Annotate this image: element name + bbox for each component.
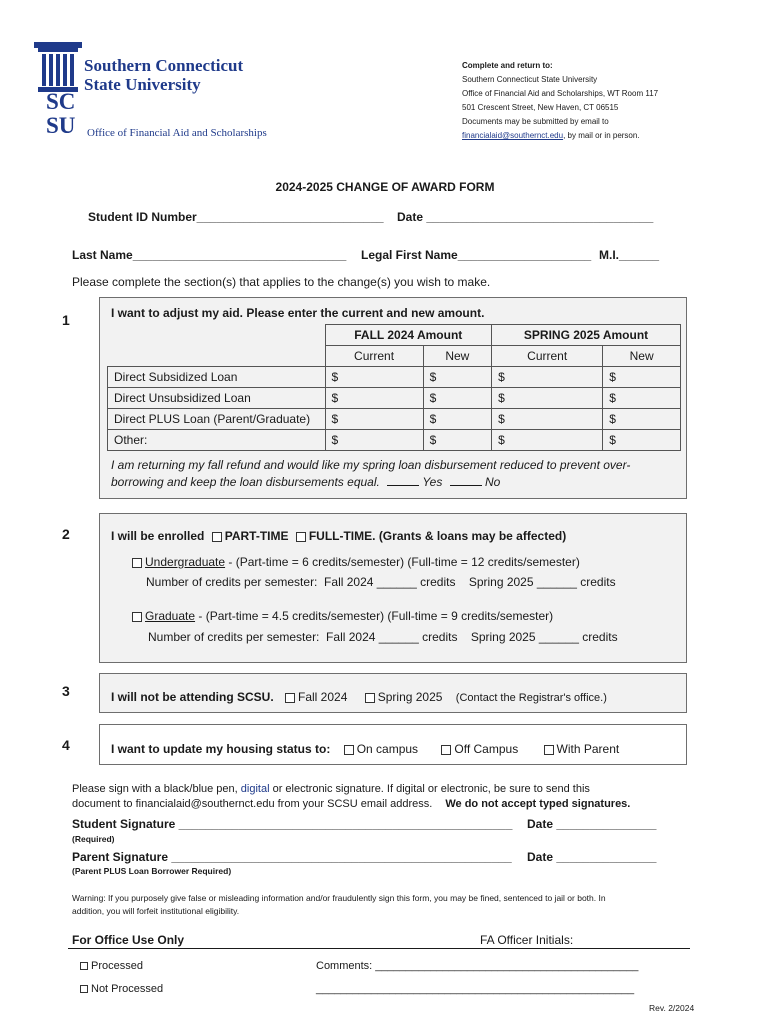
section-number-1: 1 — [62, 312, 70, 328]
full-time-checkbox[interactable] — [296, 532, 306, 542]
refund-text-2 — [111, 475, 500, 489]
grad-label: Graduate — [145, 609, 196, 623]
not-processed-label: Not Processed — [91, 983, 164, 995]
column-icon — [34, 42, 84, 94]
not-attending-line — [111, 690, 607, 704]
revision-label: Rev. 2/2024 — [649, 1003, 695, 1013]
amount-cell[interactable]: $ — [492, 388, 603, 409]
parent-required-note: (Parent PLUS Loan Borrower Required) — [72, 866, 232, 876]
not-attending-label: I will not be attending SCSU. — [111, 690, 274, 704]
section-1-heading: I want to adjust my aid. Please enter the current and new amount. — [111, 306, 485, 320]
section-1-box — [99, 297, 687, 499]
fa-officer-initials: FA Officer Initials: — [480, 933, 574, 947]
amount-cell[interactable]: $ — [325, 367, 423, 388]
sign-instruction-1 — [72, 783, 590, 795]
with-parent-label: With Parent — [556, 742, 620, 756]
undergrad-label: Undergraduate — [145, 555, 226, 569]
row-label: Direct PLUS Loan (Parent/Graduate) — [108, 409, 326, 430]
undergrad-rule: - (Part-time = 6 credits/semester) (Full-time = 12 credits/semester) — [225, 555, 580, 569]
processed-label: Processed — [91, 960, 143, 972]
section-number-2: 2 — [62, 526, 70, 542]
logo-office: Office of Financial Aid and Scholarships — [87, 127, 267, 139]
amount-cell[interactable]: $ — [603, 367, 681, 388]
logo-line2: State University — [84, 75, 201, 94]
spring-new-header: New — [603, 346, 681, 367]
processed-checkbox[interactable] — [80, 962, 88, 970]
amount-cell[interactable]: $ — [423, 409, 491, 430]
return-info — [462, 60, 762, 142]
warning-2: addition, you will forfeit institutional eligibility. — [72, 906, 240, 916]
office-divider — [68, 948, 690, 949]
on-campus-label: On campus — [356, 742, 419, 756]
date-field[interactable]: Date __________________________________ — [397, 210, 654, 224]
undergrad-credits[interactable]: Number of credits per semester: Fall 2024 ______ credits Spring 2025 ______ credits — [146, 575, 616, 589]
off-campus-checkbox[interactable] — [441, 745, 451, 755]
registrar-note: (Contact the Registrar's office.) — [455, 692, 607, 704]
full-time-label: FULL-TIME. (Grants & loans may be affected) — [308, 529, 567, 543]
part-time-checkbox[interactable] — [212, 532, 222, 542]
processed-line — [80, 960, 143, 972]
off-campus-label: Off Campus — [454, 742, 519, 756]
refund-text-1: I am returning my fall refund and would like my spring loan disbursement reduced to prevent over- — [111, 458, 631, 472]
amount-cell[interactable]: $ — [325, 430, 423, 451]
sign-text: document to financialaid@southernct.edu from your SCSU email address. — [72, 798, 433, 810]
section-number-3: 3 — [62, 683, 70, 699]
amount-cell[interactable]: $ — [492, 367, 603, 388]
student-signature-field[interactable]: Student Signature __________________________________________________ — [72, 817, 513, 831]
digital-word: digital — [240, 783, 270, 795]
mi-field[interactable]: M.I.______ — [599, 248, 660, 262]
amount-cell[interactable]: $ — [325, 388, 423, 409]
section-number-4: 4 — [62, 737, 70, 753]
no-label: No — [485, 475, 501, 489]
return-email-line — [462, 130, 762, 142]
office-use-heading: For Office Use Only — [72, 933, 185, 947]
logo-line1: Southern Connecticut — [84, 56, 244, 75]
yes-label: Yes — [422, 475, 443, 489]
amount-cell[interactable]: $ — [423, 388, 491, 409]
fall-checkbox[interactable] — [285, 693, 295, 703]
logo-monogram-1: SC — [46, 89, 76, 114]
aid-table — [107, 324, 681, 451]
return-line: , by mail or in person. — [563, 131, 640, 140]
spring-header: SPRING 2025 Amount — [492, 325, 681, 346]
return-line: Southern Connecticut State University — [462, 75, 598, 84]
spring-current-header: Current — [492, 346, 603, 367]
housing-label: I want to update my housing status to: — [111, 742, 331, 756]
fall-new-header: New — [423, 346, 491, 367]
spring-label: Spring 2025 — [377, 690, 443, 704]
section-2-box — [99, 513, 687, 663]
spring-checkbox[interactable] — [365, 693, 375, 703]
section-3-box — [99, 673, 687, 713]
return-line: Documents may be submitted by email to — [462, 117, 609, 126]
part-time-label: PART-TIME — [224, 529, 289, 543]
comments-field[interactable]: Comments: ___________________________________________ — [316, 960, 639, 972]
amount-cell[interactable]: $ — [603, 430, 681, 451]
first-name-field[interactable]: Legal First Name____________________ — [361, 248, 592, 262]
parent-signature-field[interactable]: Parent Signature ___________________________________________________ — [72, 850, 512, 864]
amount-cell[interactable]: $ — [325, 409, 423, 430]
grad-checkbox[interactable] — [132, 612, 142, 622]
yes-blank[interactable] — [387, 485, 419, 486]
no-blank[interactable] — [450, 485, 482, 486]
amount-cell[interactable]: $ — [423, 430, 491, 451]
housing-line — [111, 742, 619, 756]
amount-cell[interactable]: $ — [423, 367, 491, 388]
form-title: 2024-2025 CHANGE OF AWARD FORM — [275, 180, 495, 194]
sign-instruction-2 — [72, 798, 630, 810]
enrollment-line — [111, 529, 566, 543]
no-typed-signature: We do not accept typed signatures. — [445, 798, 631, 810]
fall-header: FALL 2024 Amount — [325, 325, 492, 346]
amount-cell[interactable]: $ — [603, 409, 681, 430]
return-email-link[interactable]: financialaid@southernct.edu — [462, 131, 564, 140]
last-name-field[interactable]: Last Name________________________________ — [72, 248, 347, 262]
return-line: 501 Crescent Street, New Haven, CT 06515 — [462, 103, 619, 112]
grad-rule: - (Part-time = 4.5 credits/semester) (Full-time = 9 credits/semester) — [195, 609, 554, 623]
instruction-text: Please complete the section(s) that applies to the change(s) you wish to make. — [72, 275, 491, 289]
enrollment-label: I will be enrolled — [111, 529, 205, 543]
fall-label: Fall 2024 — [298, 690, 348, 704]
section-4-box — [99, 724, 687, 765]
student-id-field[interactable]: Student ID Number____________________________ — [88, 210, 384, 224]
undergrad-line — [132, 555, 580, 569]
student-date-field[interactable]: Date _______________ — [527, 817, 657, 831]
not-processed-checkbox[interactable] — [80, 985, 88, 993]
sign-text: or electronic signature. If digital or electronic, be sure to send this — [269, 783, 590, 795]
amount-cell[interactable]: $ — [492, 430, 603, 451]
warning-1: Warning: If you purposely give false or misleading information and/or fraudulently sign this form, you may be fined, sentenced to jail or both. In — [72, 893, 606, 903]
row-label: Direct Subsidized Loan — [108, 367, 326, 388]
row-label: Other: — [108, 430, 326, 451]
with-parent-checkbox[interactable] — [544, 745, 554, 755]
amount-cell[interactable]: $ — [603, 388, 681, 409]
comments-field-2[interactable]: ____________________________________________________ — [316, 983, 635, 995]
required-note: (Required) — [72, 834, 115, 844]
grad-line — [132, 609, 553, 623]
logo-monogram-2: SU — [46, 113, 76, 138]
sign-text: Please sign with a black/blue pen, — [72, 783, 241, 795]
grad-credits[interactable]: Number of credits per semester: Fall 2024 ______ credits Spring 2025 ______ credits — [148, 630, 618, 644]
on-campus-checkbox[interactable] — [344, 745, 354, 755]
undergrad-checkbox[interactable] — [132, 558, 142, 568]
return-heading: Complete and return to: — [462, 61, 553, 70]
refund-text-2-main: borrowing and keep the loan disbursements equal. — [111, 475, 380, 489]
fall-current-header: Current — [325, 346, 423, 367]
return-line: Office of Financial Aid and Scholarships, WT Room 117 — [462, 89, 659, 98]
row-label: Direct Unsubsidized Loan — [108, 388, 326, 409]
amount-cell[interactable]: $ — [492, 409, 603, 430]
university-logo — [34, 42, 294, 142]
not-processed-line — [80, 983, 163, 995]
parent-date-field[interactable]: Date _______________ — [527, 850, 657, 864]
